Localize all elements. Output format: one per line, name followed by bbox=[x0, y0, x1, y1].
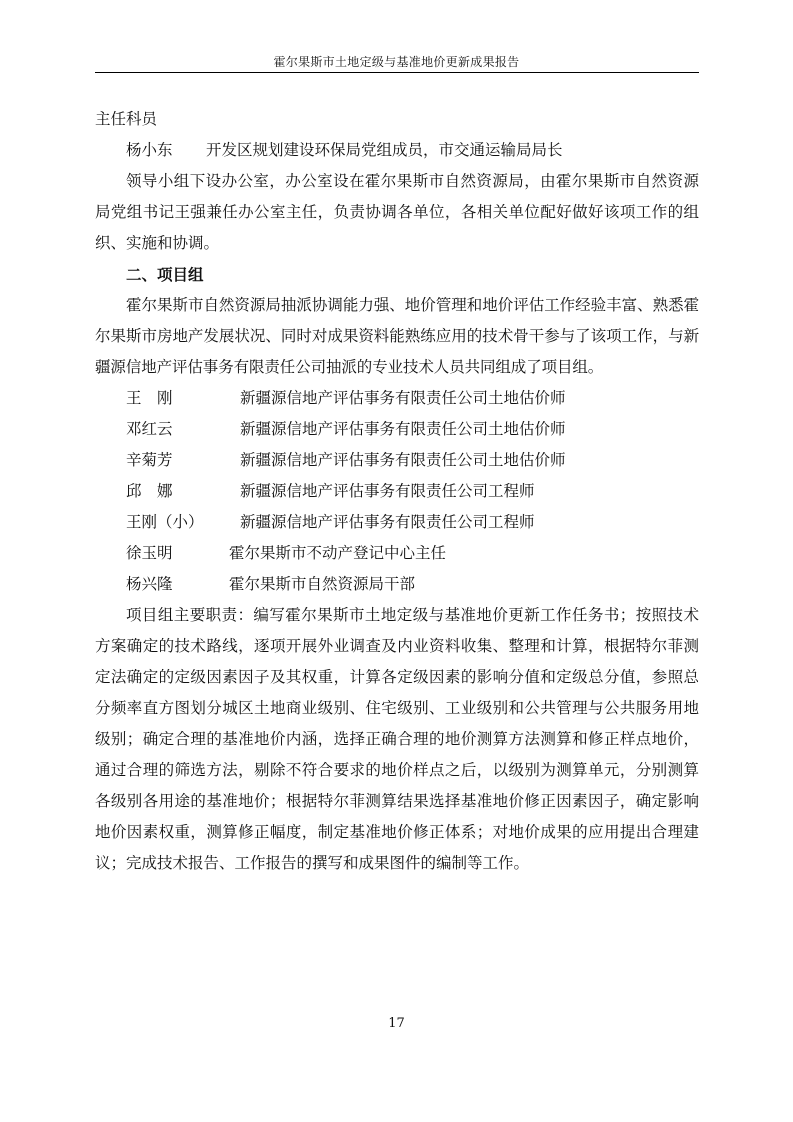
paragraph-responsibilities: 项目组主要职责：编写霍尔果斯市土地定级与基准地价更新工作任务书；按照技术方案确定的技术路线，逐项开展外业调查及内业资料收集、整理和计算，根据特尔菲测定法确定的定级因素因子及其权重，计算各定级因素的影响分值和定级总分值，参照总分频率直方图划分城区土地商业级别、住宅级别、工业级别和公共管理与公共服务用地级别；确定合理的基准地价内涵，选择正确合理的地价测算方法测算和修正样点地价，通过合理的筛选方法，剔除不符合要求的地价样点之后，以级别为测算单元，分别测算各级别各用途的基准地价；根据特尔菲测算结果选择基准地价修正因素因子，确定影响地价因素权重，测算修正幅度，制定基准地价修正体系；对地价成果的应用提出合理建议；完成技术报告、工作报告的撰写和成果图件的编制等工作。 bbox=[95, 606, 699, 872]
member-row bbox=[95, 569, 699, 600]
member-role: 霍尔果斯市不动产登记中心主任 bbox=[229, 544, 447, 562]
running-header: 霍尔果斯市土地定级与基准地价更新成果报告 bbox=[273, 55, 520, 69]
member-row bbox=[95, 445, 699, 476]
member-role: 霍尔果斯市自然资源局干部 bbox=[229, 575, 416, 593]
member-role: 新疆源信地产评估事务有限责任公司土地估价师 bbox=[240, 451, 566, 469]
member-name: 王刚（小） bbox=[126, 513, 204, 531]
member-role: 新疆源信地产评估事务有限责任公司工程师 bbox=[240, 482, 535, 500]
paragraph-title-continued: 主任科员 bbox=[95, 110, 158, 128]
member-row bbox=[95, 538, 699, 569]
member-name: 杨兴隆 bbox=[126, 575, 173, 593]
member-row bbox=[95, 476, 699, 507]
member-name: 邱 娜 bbox=[126, 482, 173, 500]
leader-row bbox=[95, 135, 699, 166]
section-heading: 二、项目组 bbox=[126, 265, 204, 284]
member-role: 新疆源信地产评估事务有限责任公司土地估价师 bbox=[240, 420, 566, 438]
member-list bbox=[95, 383, 699, 600]
member-row bbox=[95, 414, 699, 445]
page-body bbox=[95, 104, 699, 879]
member-row bbox=[95, 383, 699, 414]
member-name: 邓红云 bbox=[126, 420, 173, 438]
paragraph-office: 领导小组下设办公室，办公室设在霍尔果斯市自然资源局，由霍尔果斯市自然资源局党组书记王强兼任办公室主任，负责协调各单位，各相关单位配好做好该项工作的组织、实施和协调。 bbox=[95, 172, 699, 252]
header-rule bbox=[95, 72, 699, 73]
member-name: 王 刚 bbox=[126, 389, 173, 407]
paragraph-project-team: 霍尔果斯市自然资源局抽派协调能力强、地价管理和地价评估工作经验丰富、熟悉霍尔果斯市房地产发展状况、同时对成果资料能熟练应用的技术骨干参与了该项工作，与新疆源信地产评估事务有限责任公司抽派的专业技术人员共同组成了项目组。 bbox=[95, 296, 699, 376]
page-number: 17 bbox=[388, 1016, 405, 1031]
member-row bbox=[95, 507, 699, 538]
leader-role: 开发区规划建设环保局党组成员，市交通运输局局长 bbox=[206, 141, 563, 159]
member-role: 新疆源信地产评估事务有限责任公司工程师 bbox=[240, 513, 535, 531]
leader-name: 杨小东 bbox=[126, 141, 173, 159]
member-name: 辛菊芳 bbox=[126, 451, 173, 469]
member-role: 新疆源信地产评估事务有限责任公司土地估价师 bbox=[240, 389, 566, 407]
member-name: 徐玉明 bbox=[126, 544, 173, 562]
